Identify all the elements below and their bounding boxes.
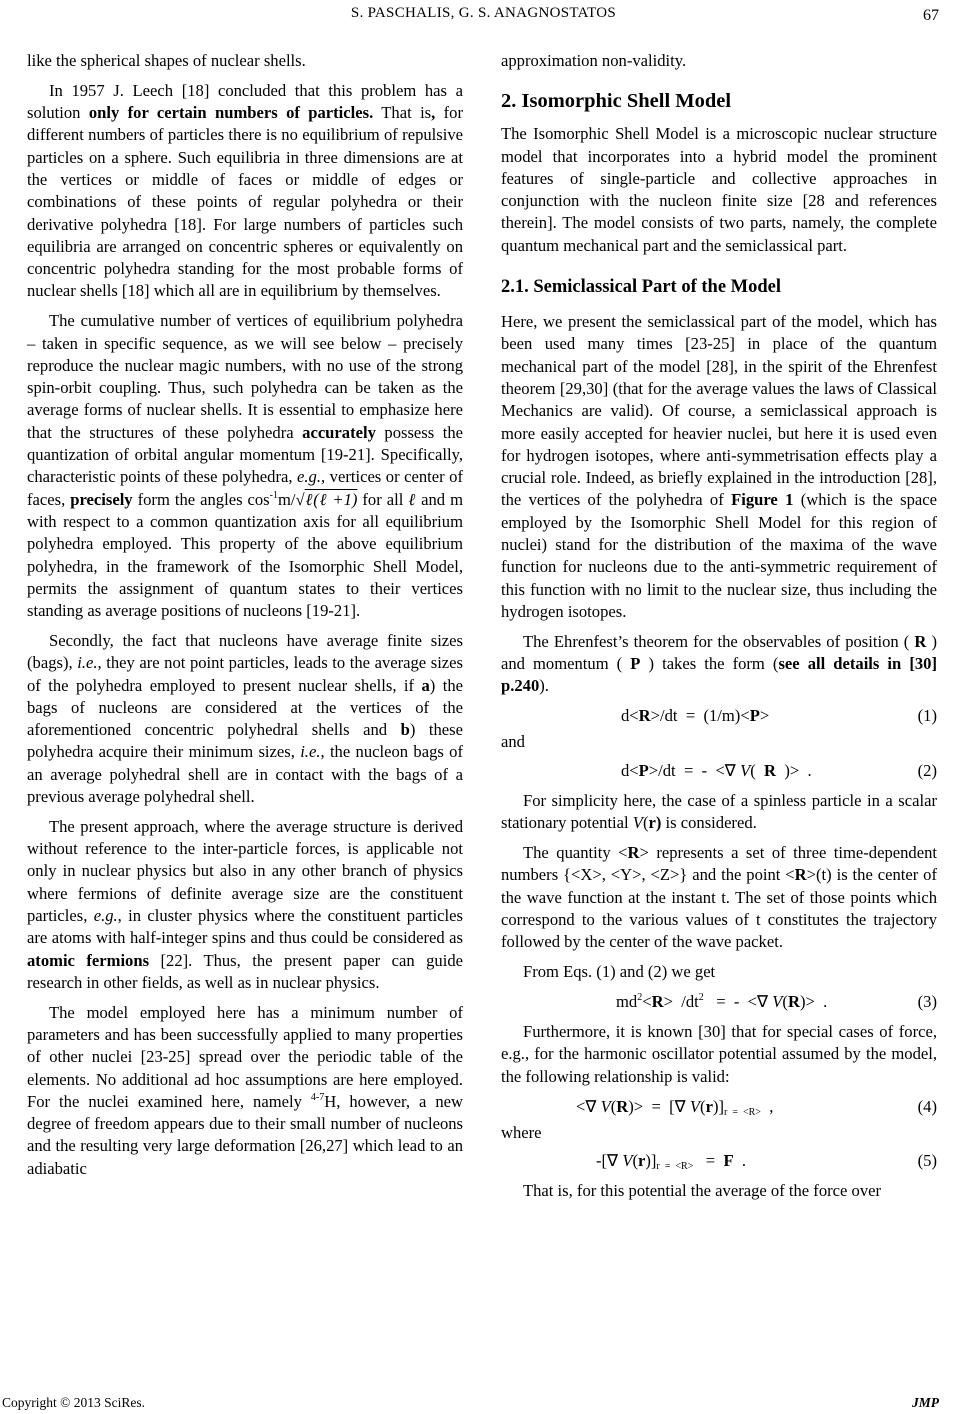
text-run: [22]. Thus, the present paper can guide research in other fields, as well as in nuclear physics. — [27, 950, 463, 992]
text-run: for all — [357, 489, 409, 509]
bold-text: r) — [648, 813, 662, 833]
bold-text: P — [630, 654, 641, 674]
bold-text: F — [723, 1151, 734, 1171]
italic-text: V — [689, 1096, 701, 1116]
text-run: for different numbers of particles there is no equilibrium of repulsive particles on a sphere. Such equilibria in three dimensions are at the vertices or middle of faces or middle of edges or combinations of these points of regular polyhedra or their derivative polyhedra [18]. For large numbers of particles such equilibria are arranged on concentric spheres or equivalently on concentric polyhedra standing for the most probable forms of nuclear shells [18] which all are in equilibrium by themselves. — [27, 103, 464, 301]
bold-text: r — [705, 1096, 713, 1116]
paragraph — [501, 842, 937, 953]
italic-text: i.e. — [300, 742, 321, 762]
text-run: , in cluster physics where the constituent particles are atoms with half-integer spins and thus could be considered as — [27, 905, 463, 948]
bold-text: R — [787, 991, 800, 1011]
text-run: ) and momentum ( — [501, 631, 937, 674]
radicand: ℓ(ℓ +1) — [304, 489, 358, 509]
text-run: , they are not point particles, leads to the average sizes of the polyhedra employed to present nuclear shells, if — [27, 653, 463, 695]
equation-number: (3) — [917, 991, 937, 1011]
connector-text: and — [501, 732, 525, 752]
paragraph — [27, 80, 463, 303]
text-run: (which is the space employed by the Isomorphic Shell Model for this region of nuclei) stand for the distribution of the maxima of the wave function for nucleons due to the anti-symmetric requirement of this function with no limit to the nuclear size, thus including the hydrogen isotopes. — [501, 490, 937, 621]
text-run: ( — [632, 1151, 638, 1171]
bold-text: P — [638, 760, 649, 780]
text-run: The Ehrenfest’s theorem for the observables of position ( — [523, 631, 915, 651]
paragraph — [27, 816, 463, 994]
text-run: In 1957 J. Leech [18] concluded that this problem has a solution — [27, 80, 463, 123]
journal-abbreviation: JMP — [912, 1395, 939, 1410]
paragraph — [501, 311, 937, 623]
text-run: The Isomorphic Shell Model is a microscopic nuclear structure model that incorporates into a hybrid model the prominent features of single-particle and collective approaches in conjunction with the nucleon finite size [28 and references therein]. The model consists of two parts, namely, the complete quantum mechanical part and the semiclassical part. — [501, 124, 937, 255]
page-header — [0, 0, 967, 30]
text-run: ) these polyhedra acquire their minimum sizes, — [27, 720, 463, 762]
text-run: Secondly, the fact that nucleons have average finite sizes (bags), — [27, 630, 463, 673]
equation-body — [501, 705, 769, 727]
text-run: ( — [750, 760, 765, 780]
subscript: r = <R> — [724, 1106, 761, 1118]
italic-text: ℓ — [408, 489, 417, 509]
italic-text: i.e. — [77, 653, 98, 673]
italic-text: V — [632, 813, 643, 833]
text-run: . — [733, 1151, 747, 1171]
text-run: ( — [782, 991, 788, 1011]
copyright-notice: Copyright © 2013 SciRes. — [2, 1395, 146, 1410]
text-run: ( — [642, 813, 649, 833]
bold-text: r — [637, 1151, 646, 1171]
radical-sign: √ — [295, 489, 305, 509]
paragraph — [501, 1021, 937, 1088]
text-run: The cumulative number of vertices of equilibrium polyhedra – taken in specific sequence, as we will see below – precisely reproduce the nuclear magic numbers, with no use of the strong spin-orbit coupling. Thus, such polyhedra can be taken as the average forms of nuclear shells. It is essential to emphasize here that the structures of these polyhedra — [27, 311, 463, 442]
bold-text: a — [421, 675, 430, 695]
superscript: -1 — [269, 489, 278, 501]
paragraph — [27, 630, 463, 808]
page-number: 67 — [923, 7, 939, 24]
paragraph — [501, 1180, 937, 1202]
left-column — [27, 50, 463, 1188]
bold-text: R — [638, 706, 651, 726]
text-run: and m with respect to a common quantization axis for all equilibrium polyhedra employed. This property of the above equilibrium polyhedra, in the framework of the Isomorphic Shell Model, permits the assignment of quantum states to their vertices standing as average positions of nucleons [19-21]. — [27, 489, 463, 621]
text-run: From Eqs. (1) and (2) we get — [523, 962, 716, 982]
text-run: like the spherical shapes of nuclear shells. — [27, 51, 306, 70]
equation — [501, 705, 937, 727]
text-run: )] — [712, 1096, 724, 1116]
subscript: r = <R> — [656, 1161, 694, 1173]
equation-body — [501, 991, 827, 1013]
italic-text: e.g. — [93, 905, 118, 925]
equation — [501, 760, 937, 782]
text-run: d< — [621, 760, 639, 780]
bold-text: R — [914, 631, 927, 651]
italic-text: V — [772, 991, 783, 1011]
paragraph — [501, 631, 937, 698]
right-column — [501, 50, 937, 1210]
text-run: The present approach, where the average structure is derived without reference to the inter-particle forces, is applicable not only in nuclear physics but also in any other branch of physics where fermions of definite average size are the constituent particles, — [27, 816, 463, 925]
bold-text: P — [749, 706, 760, 726]
equation-body — [501, 1150, 746, 1172]
section-heading: 2. Isomorphic Shell Model — [501, 90, 732, 113]
text-run: m/ — [278, 489, 296, 509]
italic-text: V — [622, 1151, 633, 1171]
bold-text: only for certain numbers of particles. — [88, 103, 374, 123]
bold-text: R — [651, 991, 664, 1011]
text-run: The model employed here has a minimum number of parameters and has been successfully applied to many properties of other nuclei [23-25] spread over the periodic table of the elements. No additional ad hoc assumptions are here employed. For the nuclei examined here, namely — [27, 1002, 463, 1111]
paragraph — [27, 1002, 463, 1180]
text-run: , — [760, 1096, 774, 1116]
paragraph — [501, 961, 937, 983]
text-run: That is, for this potential the average of the force over — [523, 1181, 882, 1201]
bold-text: R — [794, 865, 807, 885]
text-run: > represents a set of three time-dependent numbers {<X>, <Y>, <Z>} and the point < — [501, 843, 937, 885]
text-run: )> . — [799, 991, 828, 1011]
text-run: d< — [621, 706, 639, 726]
text-run: ) the bags of nucleons are considered at the vertices of the aforementioned concentric polyhedral shells and — [27, 675, 463, 740]
text-run: form the angles cos — [132, 489, 270, 509]
text-run: For simplicity here, the case of a spinless particle in a scalar stationary potential — [501, 791, 937, 833]
text-run: > /dt — [663, 991, 699, 1011]
running-head-authors: S. PASCHALIS, G. S. ANAGNOSTATOS — [350, 5, 617, 21]
equation-number: (2) — [917, 760, 937, 780]
bold-text: atomic fermions — [27, 950, 150, 970]
bold-text: R — [616, 1096, 629, 1116]
text-run: >/dt = - <∇ — [648, 760, 741, 780]
text-run: , the nucleon bags of an average polyhedral shell are in contact with the bags of a previous average polyhedral shell. — [27, 742, 463, 806]
text-run: md — [616, 991, 638, 1011]
equation-number: (1) — [917, 706, 937, 726]
superscript: 4-7 — [310, 1091, 325, 1103]
equation — [501, 1150, 937, 1172]
bold-text: Figure 1 — [731, 490, 794, 510]
text-run: H, however, a new degree of freedom appears due to their small number of nucleons and the resulting very large deformation [26,27] which lead to an adiabatic — [27, 1091, 463, 1178]
text-run: )> . — [776, 760, 812, 780]
text-run: Furthermore, it is known [30] that for special cases of force, e.g., for the harmonic oscillator potential assumed by the model, the following relationship is valid: — [501, 1022, 937, 1086]
paragraph — [501, 123, 937, 257]
text-run: ) takes the form ( — [640, 654, 779, 674]
square-root — [296, 490, 358, 509]
equation — [501, 1096, 937, 1118]
text-run: <∇ — [576, 1096, 601, 1116]
text-run: approximation non-validity. — [501, 51, 687, 70]
text-run: < — [642, 991, 652, 1011]
text-run: = — [693, 1151, 724, 1171]
text-run: That is — [373, 103, 432, 123]
text-run: The quantity < — [523, 843, 628, 863]
equation-number: (5) — [917, 1151, 937, 1171]
bold-text: precisely — [70, 489, 133, 509]
bold-text: see all details in [30] p.240 — [501, 654, 937, 696]
text-run: >(t) is the center of the wave function at the instant t. The set of those points which correspond to the various values of t constitutes the trajectory followed by the center of the wave packet. — [501, 865, 937, 952]
text-run: )> = [∇ — [628, 1096, 690, 1116]
equation — [501, 991, 937, 1013]
connector-text: where — [501, 1122, 542, 1142]
paragraph — [501, 790, 937, 835]
text-run: >/dt = (1/m)< — [650, 706, 750, 726]
text-run: > — [759, 706, 770, 726]
text-run: Here, we present the semiclassical part of the model, which has been used many times [23-25] in place of the quantum mechanical part of the model [28], in the spirit of the Ehrenfest theorem [29,30] (that for the average values the laws of Classical Mechanics are valid). Of course, a semiclassical approach is more easily accepted for heavier nuclei, but here it is used even for hydrogen isotopes, where anti-symmetrisation effects play a crucial role. Indeed, as briefly explained in the introduction [28], the vertices of the polyhedra of — [501, 312, 937, 510]
bold-text: accurately — [302, 422, 376, 442]
italic-text: V — [600, 1096, 611, 1116]
paragraph — [27, 310, 463, 622]
bold-text: R — [764, 760, 777, 780]
equation-body — [501, 760, 812, 782]
text-run: -[∇ — [596, 1151, 623, 1171]
text-run: , vertices or center of faces, — [27, 467, 463, 509]
text-run: )] — [645, 1151, 657, 1171]
text-run: ( — [700, 1096, 706, 1116]
bold-text: , — [431, 103, 436, 123]
text-run: ( — [610, 1096, 617, 1116]
text-run: = - <∇ — [703, 991, 773, 1011]
equation-number: (4) — [917, 1096, 937, 1116]
superscript: 2 — [698, 991, 704, 1003]
subsection-heading: 2.1. Semiclassical Part of the Model — [501, 277, 782, 298]
paragraph — [501, 50, 937, 72]
equation-body — [501, 1096, 773, 1118]
bold-text: b — [400, 720, 410, 740]
paragraph — [27, 50, 463, 72]
text-run: ). — [539, 676, 549, 696]
text-run: possess the quantization of orbital angular momentum [19-21]. Specifically, characteristic points of these polyhedra, — [27, 422, 464, 487]
bold-text: R — [627, 843, 640, 863]
italic-text: V — [740, 760, 751, 780]
italic-text: e.g. — [297, 467, 321, 487]
text-run: is considered. — [661, 813, 757, 833]
superscript: 2 — [637, 991, 643, 1003]
